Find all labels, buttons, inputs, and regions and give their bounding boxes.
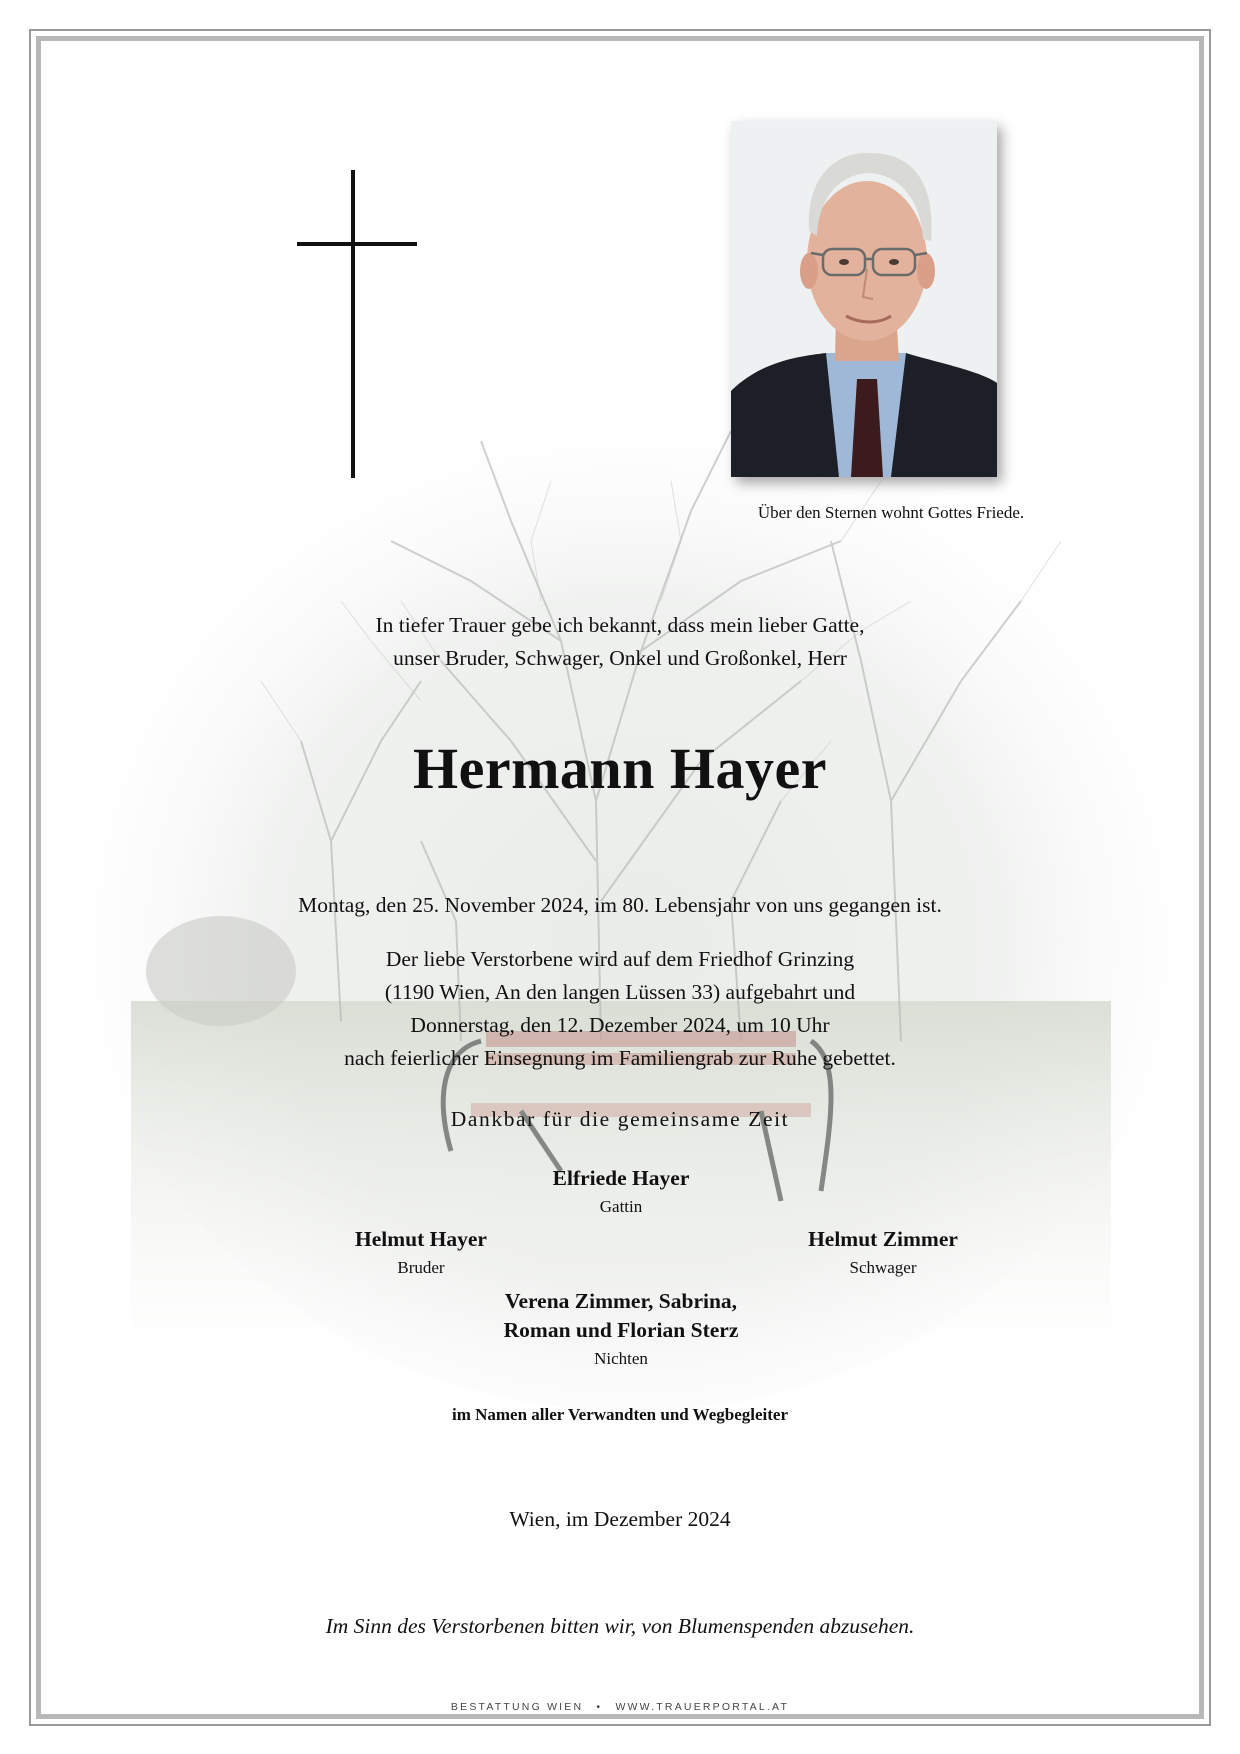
mourner-role: Nichten <box>594 1349 648 1368</box>
mourner-wife <box>471 1164 771 1220</box>
footer-separator: • <box>596 1701 603 1713</box>
cross-vertical-bar <box>351 170 355 478</box>
intro-text <box>41 609 1199 675</box>
place-date: Wien, im Dezember 2024 <box>509 1507 731 1531</box>
mourner-name-line-1: Verena Zimmer, Sabrina, <box>504 1289 738 1313</box>
burial-line-1: Der liebe Verstorbene wird auf dem Friedhof Grinzing <box>385 947 855 971</box>
cross-horizontal-bar <box>297 242 417 246</box>
flowers-note: Im Sinn des Verstorbenen bitten wir, von Blumenspenden abzusehen. <box>325 1614 915 1638</box>
thanks-line: Dankbar für die gemeinsame Zeit <box>450 1107 790 1131</box>
intro-line-1: In tiefer Trauer gebe ich bekannt, dass mein lieber Gatte, <box>375 613 865 637</box>
footer-website[interactable]: WWW.TRAUERPORTAL.AT <box>615 1701 790 1713</box>
mourner-name: Elfriede Hayer <box>552 1166 690 1190</box>
burial-details <box>41 943 1199 1075</box>
portrait-photo <box>731 121 997 477</box>
footer <box>41 1701 1199 1713</box>
mourner-name: Helmut Zimmer <box>808 1227 958 1251</box>
portrait-illustration <box>731 121 997 477</box>
burial-line-3: Donnerstag, den 12. Dezember 2024, um 10 Uhr <box>410 1013 830 1037</box>
on-behalf-line: im Namen aller Verwandten und Wegbegleiter <box>451 1405 789 1424</box>
mourner-role: Bruder <box>397 1258 445 1277</box>
mourner-name-line-2: Roman und Florian Sterz <box>503 1318 739 1342</box>
mourner-role: Schwager <box>849 1258 917 1277</box>
mourner-brother <box>271 1225 571 1281</box>
latin-cross-icon <box>297 170 417 480</box>
burial-line-4: nach feierlicher Einsegnung im Familiengrab zur Ruhe gebettet. <box>344 1046 896 1070</box>
footer-company: BESTATTUNG WIEN <box>450 1701 584 1713</box>
intro-line-2: unser Bruder, Schwager, Onkel und Großonkel, Herr <box>393 646 847 670</box>
mourner-name: Helmut Hayer <box>355 1227 487 1251</box>
mourner-brother-in-law <box>708 1225 1058 1281</box>
burial-line-2: (1190 Wien, An den langen Lüssen 33) aufgebahrt und <box>384 980 856 1004</box>
mourner-nieces <box>421 1287 821 1372</box>
death-notice: Montag, den 25. November 2024, im 80. Lebensjahr von uns gegangen ist. <box>298 893 942 917</box>
deceased-name: Hermann Hayer <box>412 736 828 801</box>
notice-card <box>36 36 1204 1719</box>
mourner-role: Gattin <box>599 1197 643 1216</box>
motto-caption: Über den Sternen wohnt Gottes Friede. <box>757 503 1025 522</box>
background-park-scene <box>41 41 1199 1714</box>
